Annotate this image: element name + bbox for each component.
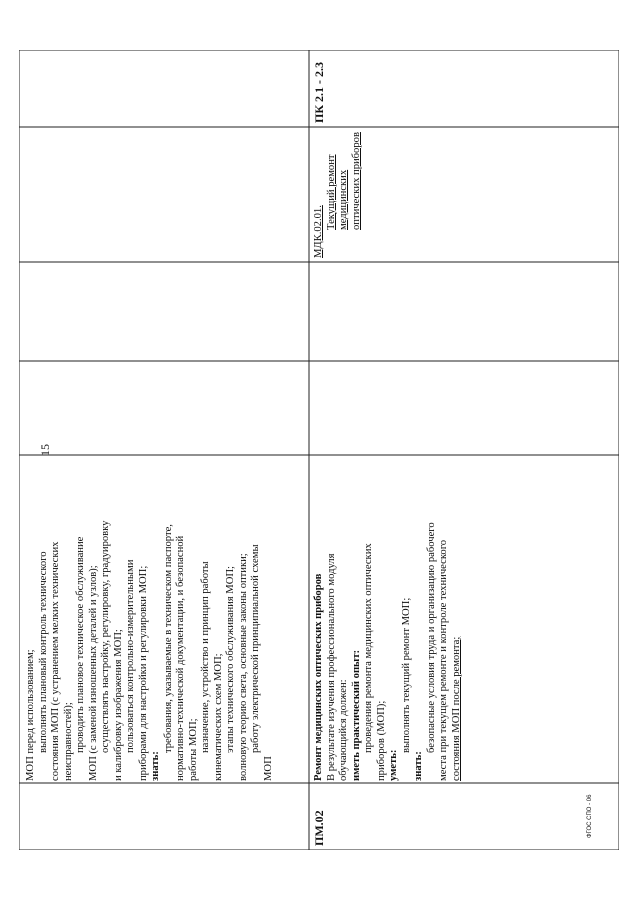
- mdk-name-line: оптических приборов: [350, 132, 362, 230]
- text-line: МОП (с заменой изношенных деталей и узлов);: [87, 565, 99, 781]
- text-line: осуществлять настройку, регулировку, градуировку: [100, 520, 111, 753]
- text-line: назначение, устройство и принцип работы: [200, 561, 211, 753]
- text-line-heading: уметь:: [388, 749, 399, 781]
- footer-standard: ФГОС СПО - 06: [587, 794, 593, 838]
- text-line: волновую теорию света, основные законы оптики;: [237, 553, 249, 781]
- text-line: состояния МОП после ремонта;: [450, 636, 462, 781]
- module-code: ПМ.02: [312, 810, 326, 846]
- mdk-cell: [313, 132, 363, 258]
- text-line: работу электрической принципиальной схемы: [250, 544, 261, 753]
- text-line: МОП перед использованием;: [25, 649, 36, 781]
- text-line: безопасные условия труда и организацию рабочего: [425, 522, 437, 753]
- text-line: приборами для настройки и регулировки МОП;: [137, 565, 149, 781]
- page-number: 15: [38, 444, 52, 456]
- module-title: Ремонт медицинских оптических приборов: [313, 573, 324, 781]
- text-line: этапы технического обслуживания МОП;: [225, 566, 236, 753]
- text-line: выполнять плановый контроль технического: [37, 551, 49, 753]
- competency-codes: ПК 2.1 - 2.3: [312, 61, 326, 123]
- text-line-heading: знать:: [150, 751, 161, 781]
- text-line: В результате изучения профессионального модуля: [325, 553, 337, 781]
- text-line-heading: знать:: [413, 751, 424, 781]
- text-line: неисправностей);: [62, 702, 74, 781]
- text-line: пользоваться контрольно-измерительными: [125, 559, 136, 753]
- text-line: требования, указываемые в техническом паспорте,: [162, 524, 174, 753]
- text-line: обучающийся должен:: [338, 679, 349, 781]
- text-line: проведения ремонта медицинских оптических: [363, 543, 374, 753]
- text-line: нормативно-технической документации, и безопасной: [175, 535, 186, 781]
- mdk-code: МДК.02.01.: [313, 205, 324, 258]
- mdk-name-line: медицинских: [338, 169, 349, 230]
- text-line-heading: иметь практический опыт:: [350, 649, 362, 781]
- text-line: кинематических схем МОП;: [212, 653, 224, 781]
- text-line: МОП: [262, 756, 274, 781]
- row1-content: [25, 521, 275, 781]
- mdk-name-line: Текущий ремонт: [325, 154, 337, 230]
- row2-content: [313, 522, 463, 781]
- rotated-table: [19, 50, 619, 850]
- text-line: выполнять текущий ремонт МОП;: [400, 597, 412, 753]
- text-line: проводить плановое техническое обслуживание: [75, 536, 86, 753]
- text-line: состояния МОП (с устранением мелких технических: [50, 541, 61, 781]
- text-line: приборов (МОП);: [375, 700, 387, 781]
- text-line: места при текущем ремонте и контроле технического: [438, 539, 449, 781]
- text-line: работы МОП;: [187, 718, 199, 781]
- text-line: и калибровку изображения МОП;: [112, 629, 124, 781]
